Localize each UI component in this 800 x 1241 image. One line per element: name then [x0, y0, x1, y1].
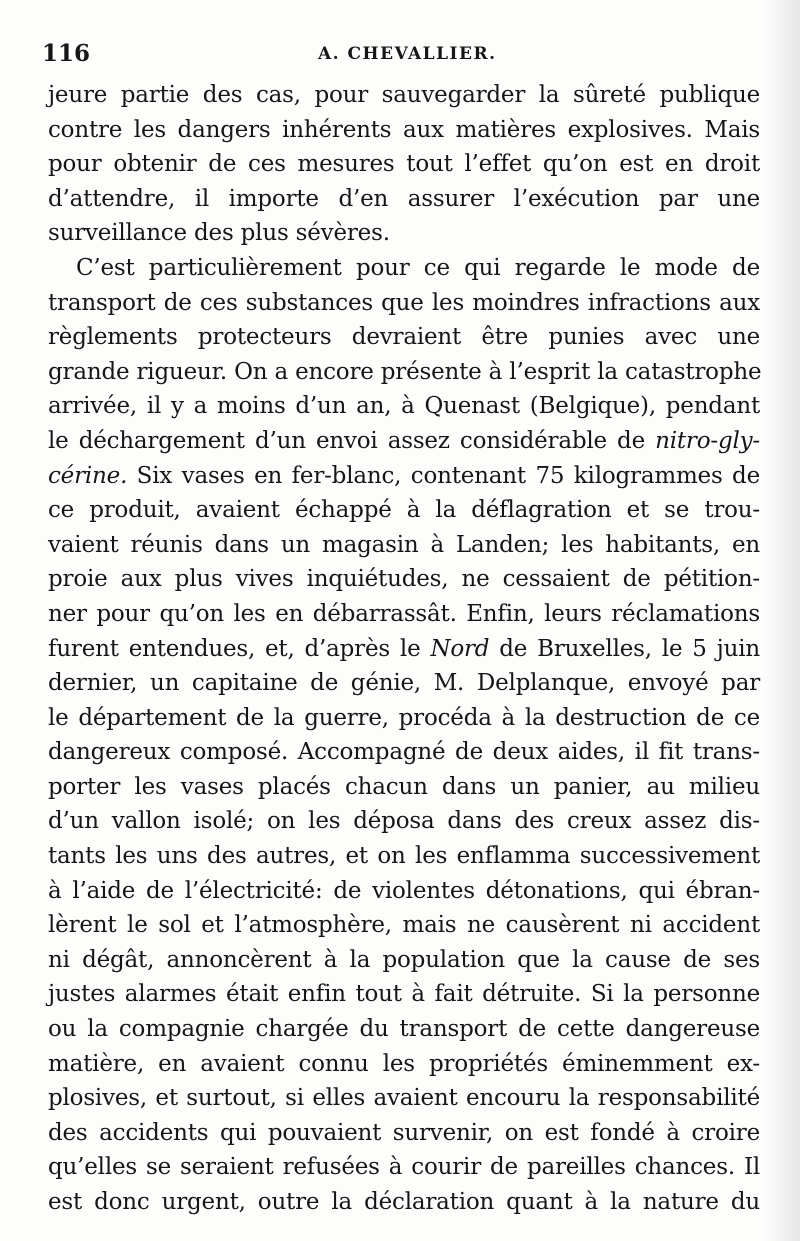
text-line — [48, 839, 760, 874]
text-line — [48, 701, 760, 736]
text-line — [48, 389, 760, 424]
text-line — [48, 1081, 760, 1116]
text-line — [48, 735, 760, 770]
text-line — [48, 78, 760, 113]
text-line — [48, 1012, 760, 1047]
text-segment: arrivée, il y a moins d’un an, à Quenast (Belgique), pendant — [48, 393, 760, 420]
text-line — [48, 666, 760, 701]
text-segment: jeure partie des cas, pour sauvegarder la sûreté publique — [48, 82, 760, 108]
text-segment: furent entendues, et, d’après le — [48, 635, 431, 662]
text-segment: règlements protecteurs devraient être punies avec une — [48, 324, 760, 351]
text-segment: ni dégât, annoncèrent à la population que la cause de ses — [48, 946, 760, 973]
text-segment: dangereux composé. Accompagné de deux aides, il fit trans- — [48, 739, 760, 766]
italic-text: cérine. — [48, 462, 128, 489]
text-line — [48, 286, 760, 321]
text-line — [48, 1047, 760, 1082]
text-segment: le département de la guerre, procéda à la destruction de ce — [48, 704, 760, 731]
text-line — [48, 528, 760, 563]
text-segment: vaient réunis dans un magasin à Landen; les habitants, en — [48, 531, 760, 558]
paragraph — [48, 251, 760, 1220]
page-edge-shadow — [764, 0, 800, 1241]
paragraph — [48, 78, 760, 251]
text-segment: grande rigueur. On a encore présente à l’esprit la catastrophe — [48, 358, 762, 385]
text-segment: Six vases en fer-blanc, contenant 75 kilogrammes de — [127, 462, 760, 489]
text-segment: le déchargement d’un envoi assez considérable de — [48, 427, 656, 454]
text-segment: des accidents qui pouvaient survenir, on est fondé à croire — [48, 1119, 760, 1146]
text-line — [48, 597, 760, 632]
text-segment: dernier, un capitaine de génie, M. Delplanque, envoyé par — [48, 670, 760, 697]
page-number: 116 — [42, 40, 91, 67]
text-segment: C’est particulièrement pour ce qui regarde le mode de — [76, 254, 760, 281]
text-line — [48, 493, 760, 528]
text-line — [48, 1185, 760, 1220]
text-segment: tants les uns des autres, et on les enflamma successivement — [48, 843, 760, 870]
text-segment: porter les vases placés chacun dans un panier, au milieu — [48, 773, 760, 800]
text-segment: d’un vallon isolé; on les déposa dans des creux assez dis- — [48, 808, 760, 835]
text-segment: qu’elles se seraient refusées à courir de pareilles chances. Il — [48, 1154, 760, 1181]
text-segment: est donc urgent, outre la déclaration quant à la nature du — [48, 1189, 760, 1215]
text-segment: plosives, et surtout, si elles avaient encouru la responsabilité — [48, 1085, 760, 1112]
text-line — [48, 459, 760, 494]
text-line — [48, 804, 760, 839]
italic-text: nitro-gly- — [655, 427, 760, 454]
text-line — [48, 1116, 760, 1151]
text-segment: contre les dangers inhérents aux matières explosives. Mais — [48, 116, 760, 143]
text-segment: de Bruxelles, le 5 juin — [489, 635, 760, 662]
text-line — [48, 113, 760, 148]
text-line — [48, 251, 760, 286]
text-segment: proie aux plus vives inquiétudes, ne cessaient de pétition- — [48, 566, 760, 593]
text-segment: transport de ces substances que les moindres infractions aux — [48, 289, 760, 316]
page-header — [42, 40, 762, 74]
text-line — [48, 1150, 760, 1185]
text-segment: d’attendre, il importe d’en assurer l’exécution par une — [48, 185, 760, 212]
text-line — [48, 320, 760, 355]
text-segment: matière, en avaient connu les propriétés éminemment ex- — [48, 1050, 760, 1077]
text-line — [48, 424, 760, 459]
text-segment: justes alarmes était enfin tout à fait détruite. Si la personne — [48, 981, 760, 1008]
text-line — [48, 874, 760, 909]
text-segment: surveillance des plus sévères. — [48, 220, 390, 247]
text-line — [48, 943, 760, 978]
text-line — [48, 355, 760, 390]
italic-text: Nord — [430, 635, 490, 662]
text-segment: ce produit, avaient échappé à la déflagration et se trou- — [48, 497, 760, 524]
text-line — [48, 632, 760, 667]
text-line — [48, 216, 760, 251]
body-text — [48, 78, 760, 1220]
text-line — [48, 182, 760, 217]
text-line — [48, 908, 760, 943]
text-line — [48, 562, 760, 597]
text-segment: ner pour qu’on les en débarrassât. Enfin, leurs réclamations — [48, 600, 760, 627]
text-segment: à l’aide de l’électricité: de violentes détonations, qui ébran- — [48, 877, 760, 904]
text-segment: ou la compagnie chargée du transport de cette dangereuse — [48, 1016, 760, 1043]
text-line — [48, 147, 760, 182]
text-segment: lèrent le sol et l’atmosphère, mais ne causèrent ni accident — [48, 912, 760, 939]
text-line — [48, 770, 760, 805]
text-segment: pour obtenir de ces mesures tout l’effet qu’on est en droit — [48, 151, 760, 178]
text-line — [48, 977, 760, 1012]
running-head: A. CHEVALLIER. — [318, 44, 497, 64]
